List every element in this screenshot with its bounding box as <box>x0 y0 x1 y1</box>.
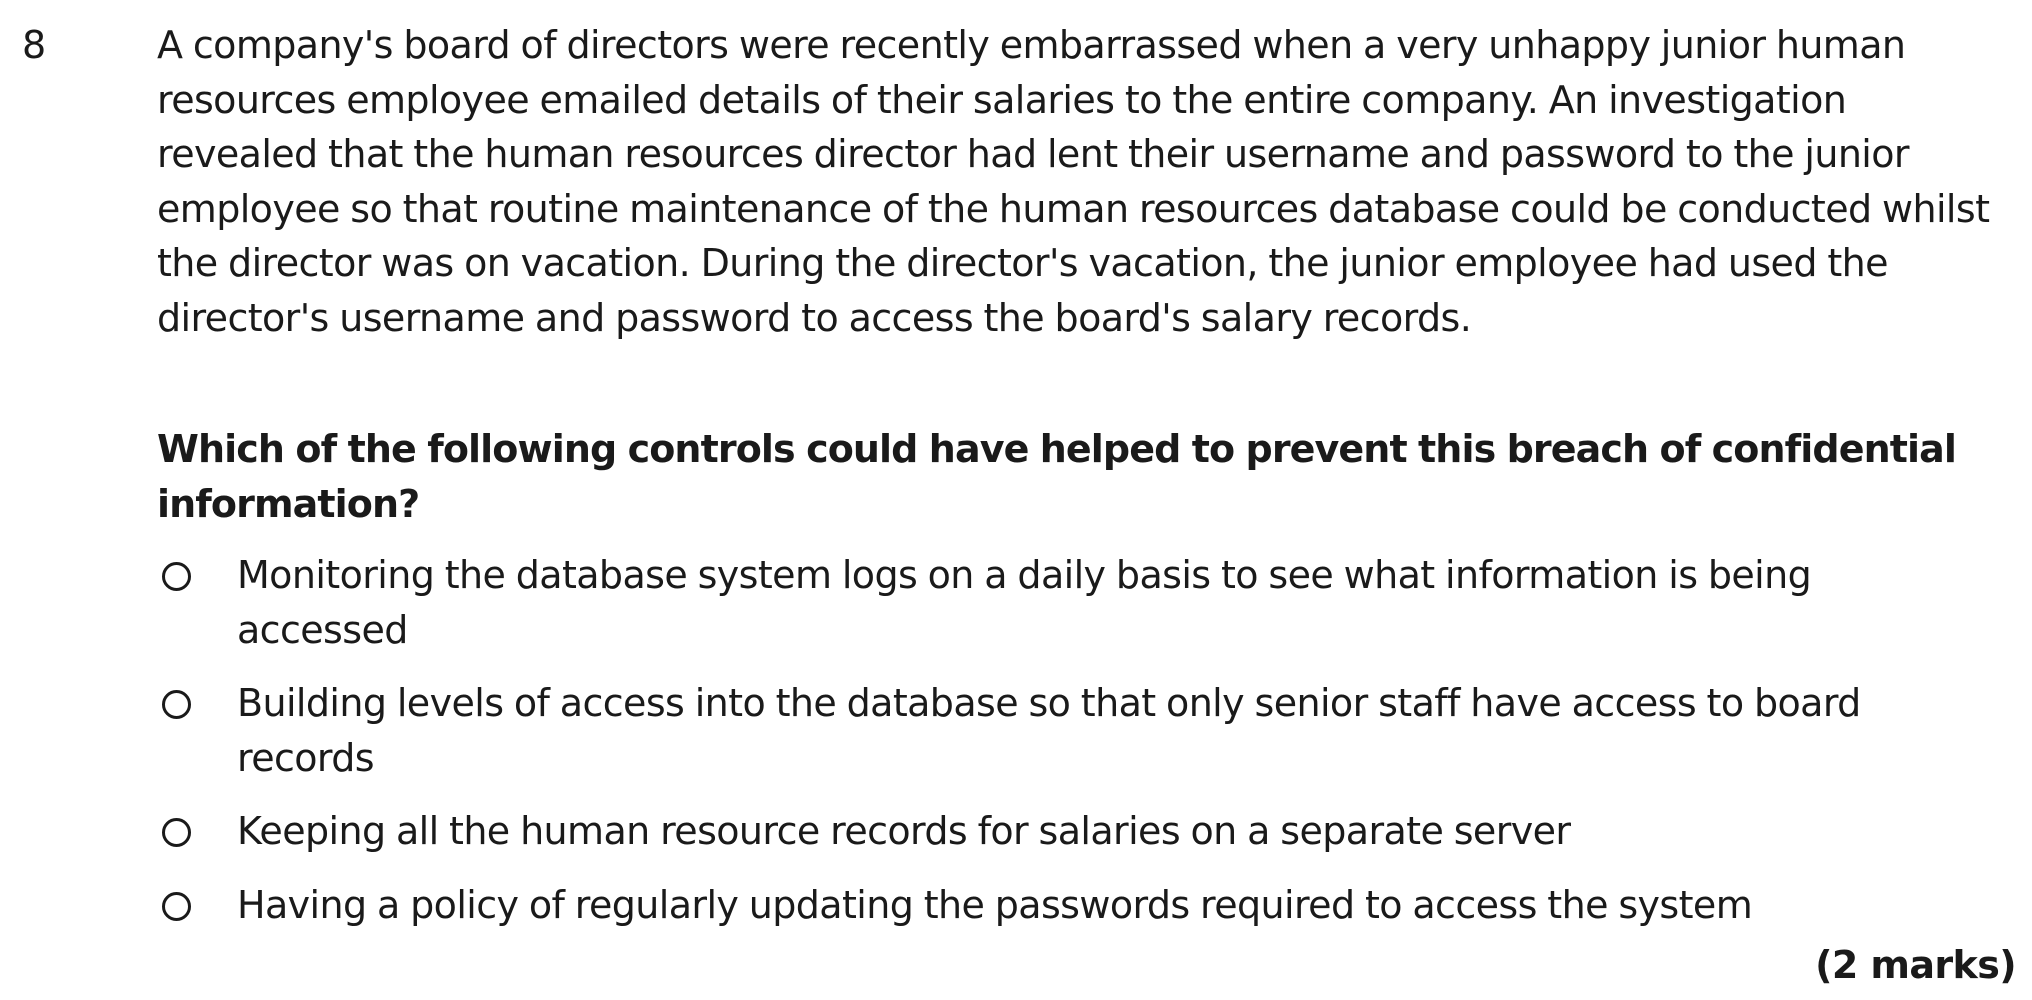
answer-option[interactable] <box>157 676 1997 785</box>
answer-option-label: Having a policy of regularly updating the passwords required to access the system <box>237 882 1753 927</box>
answer-option[interactable] <box>157 548 1997 657</box>
radio-button-icon[interactable] <box>162 818 191 847</box>
answer-option-label: Monitoring the database system logs on a daily basis to see what information is being accessed <box>237 553 1812 652</box>
answer-options <box>157 548 1997 932</box>
question-number: 8 <box>22 23 47 67</box>
answer-option[interactable] <box>157 804 1997 859</box>
radio-button-icon[interactable] <box>162 562 191 591</box>
answer-option-label: Building levels of access into the database so that only senior staff have access to board records <box>237 681 1861 780</box>
radio-button-icon[interactable] <box>162 690 191 719</box>
marks-label: (2 marks) <box>1815 943 2016 987</box>
answer-option-label: Keeping all the human resource records for salaries on a separate server <box>237 809 1571 853</box>
radio-button-icon[interactable] <box>162 892 191 921</box>
question-stem: A company's board of directors were recently embarrassed when a very unhappy junior human resources employee emailed details of their salaries to the entire company. An investigation revealed that the human resources director had lent their username and password to the junior employee so that routine maintenance of the human resources database could be conducted whilst the director was on vacation. During the director's vacation, the junior employee had used the director's username and password to access the board's salary records. <box>157 23 1990 340</box>
answer-option[interactable] <box>157 878 1997 933</box>
question-prompt: Which of the following controls could have helped to prevent this breach of confidential information? <box>157 427 1956 526</box>
